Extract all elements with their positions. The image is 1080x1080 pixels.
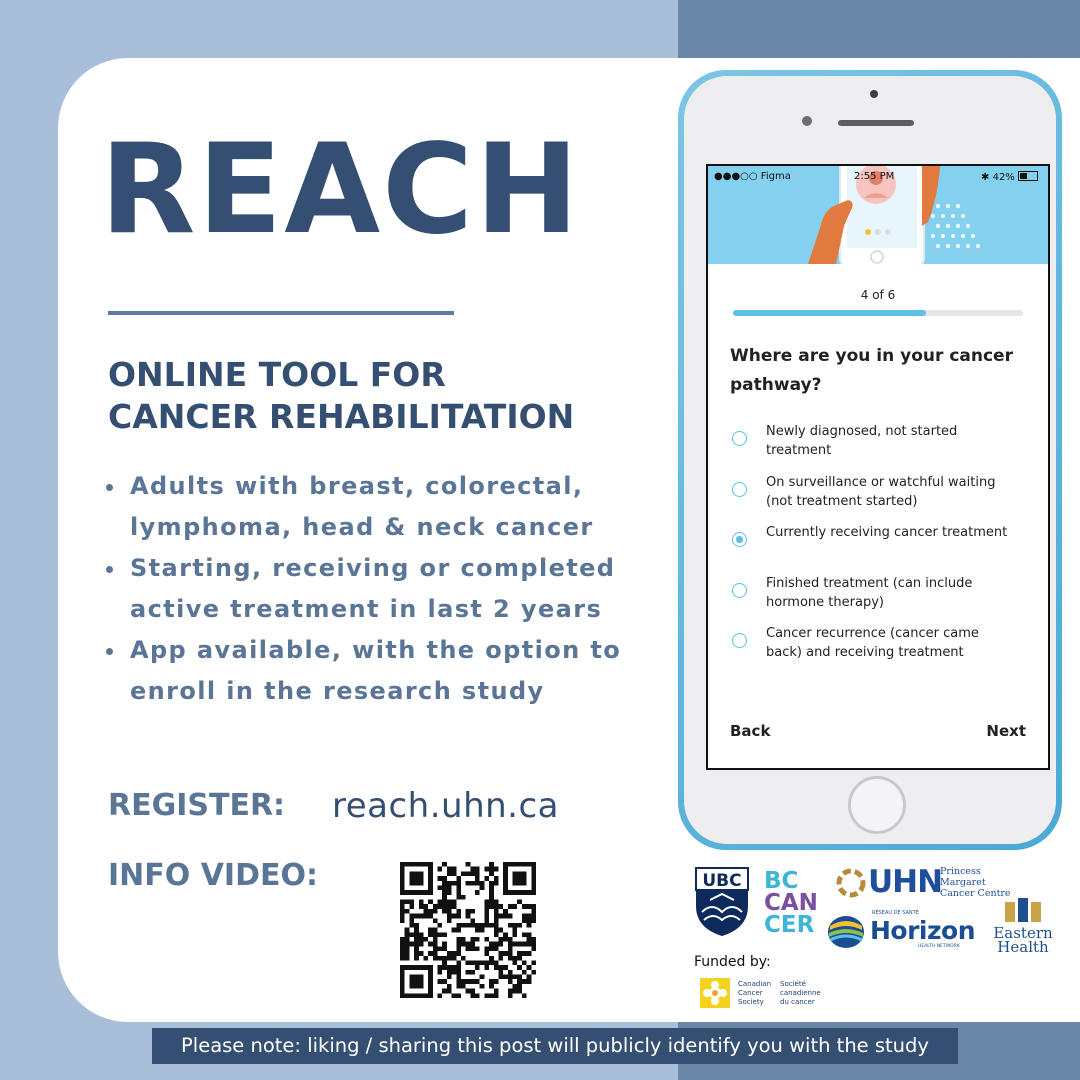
subtitle-line: CANCER REHABILITATION: [108, 397, 575, 436]
battery-icon: [1018, 171, 1038, 181]
funded-by-label: Funded by:: [694, 954, 771, 970]
status-bar: [708, 166, 1048, 188]
option-receiving-treatment[interactable]: [730, 521, 1030, 572]
progress-bar-fill: [733, 310, 926, 316]
back-button[interactable]: Back: [730, 722, 771, 740]
option-newly-diagnosed[interactable]: [730, 420, 1030, 471]
speaker-grille: [838, 120, 914, 126]
bullet-item: Starting, receiving or completed active treatment in last 2 years: [104, 548, 664, 630]
bluetooth-icon: ✱: [981, 172, 993, 183]
option-label: Cancer recurrence (cancer came back) and receiving treatment: [766, 626, 979, 661]
battery-percent: 42%: [992, 172, 1015, 183]
front-camera-icon: [870, 90, 878, 98]
hero-illustration: [708, 166, 1048, 264]
poster-subtitle: [108, 354, 574, 438]
radio-button[interactable]: [732, 633, 747, 648]
camera-lens-icon: [802, 116, 812, 126]
bullet-list: [104, 466, 664, 712]
register-link[interactable]: reach.uhn.ca: [332, 786, 560, 826]
option-label: Finished treatment (can include hormone therapy): [766, 575, 973, 610]
question-title: Where are you in your cancer pathway?: [730, 346, 1013, 395]
horizon-top-text: RÉSEAU DE SANTÉ: [872, 910, 919, 916]
horizon-emblem-icon: [826, 914, 866, 950]
app-screen: [706, 164, 1050, 770]
ccs-english-text: Canadian Cancer Society: [738, 980, 772, 1006]
phone-mockup: [678, 70, 1062, 850]
poster-title: REACH: [100, 118, 581, 262]
option-label: Newly diagnosed, not started treatment: [766, 424, 958, 458]
bullet-item: App available, with the option to enroll in the research study: [104, 630, 664, 712]
battery-status: [981, 171, 1038, 183]
progress-bar: [733, 310, 1023, 316]
uhn-logo-text: UHN: [868, 864, 943, 900]
daffodil-icon: [700, 978, 730, 1008]
disclaimer-note: Please note: liking / sharing this post will publicly identify you with the study: [152, 1028, 958, 1064]
horizon-logo-text: Horizon: [870, 916, 976, 945]
bc-cancer-line: BC: [764, 868, 799, 894]
progress-label: 4 of 6: [860, 288, 896, 302]
horizon-bottom-text: HEALTH NETWORK: [918, 944, 960, 949]
radio-button[interactable]: [732, 583, 747, 598]
eastern-health-line: Eastern: [993, 924, 1053, 942]
qr-code-icon[interactable]: [400, 862, 536, 998]
eastern-health-logo: [988, 898, 1058, 954]
option-surveillance[interactable]: [730, 471, 1030, 522]
bc-cancer-logo: [764, 870, 818, 936]
carrier-label: ●●●○○ Figma: [714, 171, 791, 182]
phone-body: [684, 76, 1056, 844]
bc-cancer-line: CER: [764, 912, 815, 938]
bullet-item: Adults with breast, colorectal, lymphoma, head & neck cancer: [104, 466, 664, 548]
ubc-logo-text: UBC: [702, 871, 742, 891]
option-label: Currently receiving cancer treatment: [766, 525, 1008, 541]
clock-label: 2:55 PM: [854, 171, 895, 182]
uhn-logo-subtitle: Princess Margaret Cancer Centre: [940, 866, 1011, 899]
home-button: [848, 776, 906, 834]
bc-cancer-line: CAN: [764, 890, 818, 916]
background-band-top: [678, 0, 1080, 58]
register-label: REGISTER:: [108, 788, 286, 823]
eastern-health-line: Health: [997, 938, 1049, 956]
next-button[interactable]: Next: [986, 722, 1026, 740]
option-recurrence[interactable]: [730, 622, 1030, 673]
option-label: On surveillance or watchful waiting (not treatment started): [766, 474, 996, 509]
subtitle-line: ONLINE TOOL FOR: [108, 355, 446, 394]
radio-button[interactable]: [732, 482, 747, 497]
uhn-emblem-icon: [836, 868, 866, 898]
eastern-health-emblem-icon: [1003, 898, 1043, 924]
radio-button[interactable]: [732, 431, 747, 446]
option-list: [730, 420, 1030, 673]
option-finished-treatment[interactable]: [730, 572, 1030, 623]
info-video-label: INFO VIDEO:: [108, 858, 318, 893]
radio-button[interactable]: [732, 532, 747, 547]
title-divider: [108, 311, 454, 315]
ccs-french-text: Société canadienne du cancer: [780, 980, 821, 1006]
ubc-logo: [694, 866, 750, 938]
